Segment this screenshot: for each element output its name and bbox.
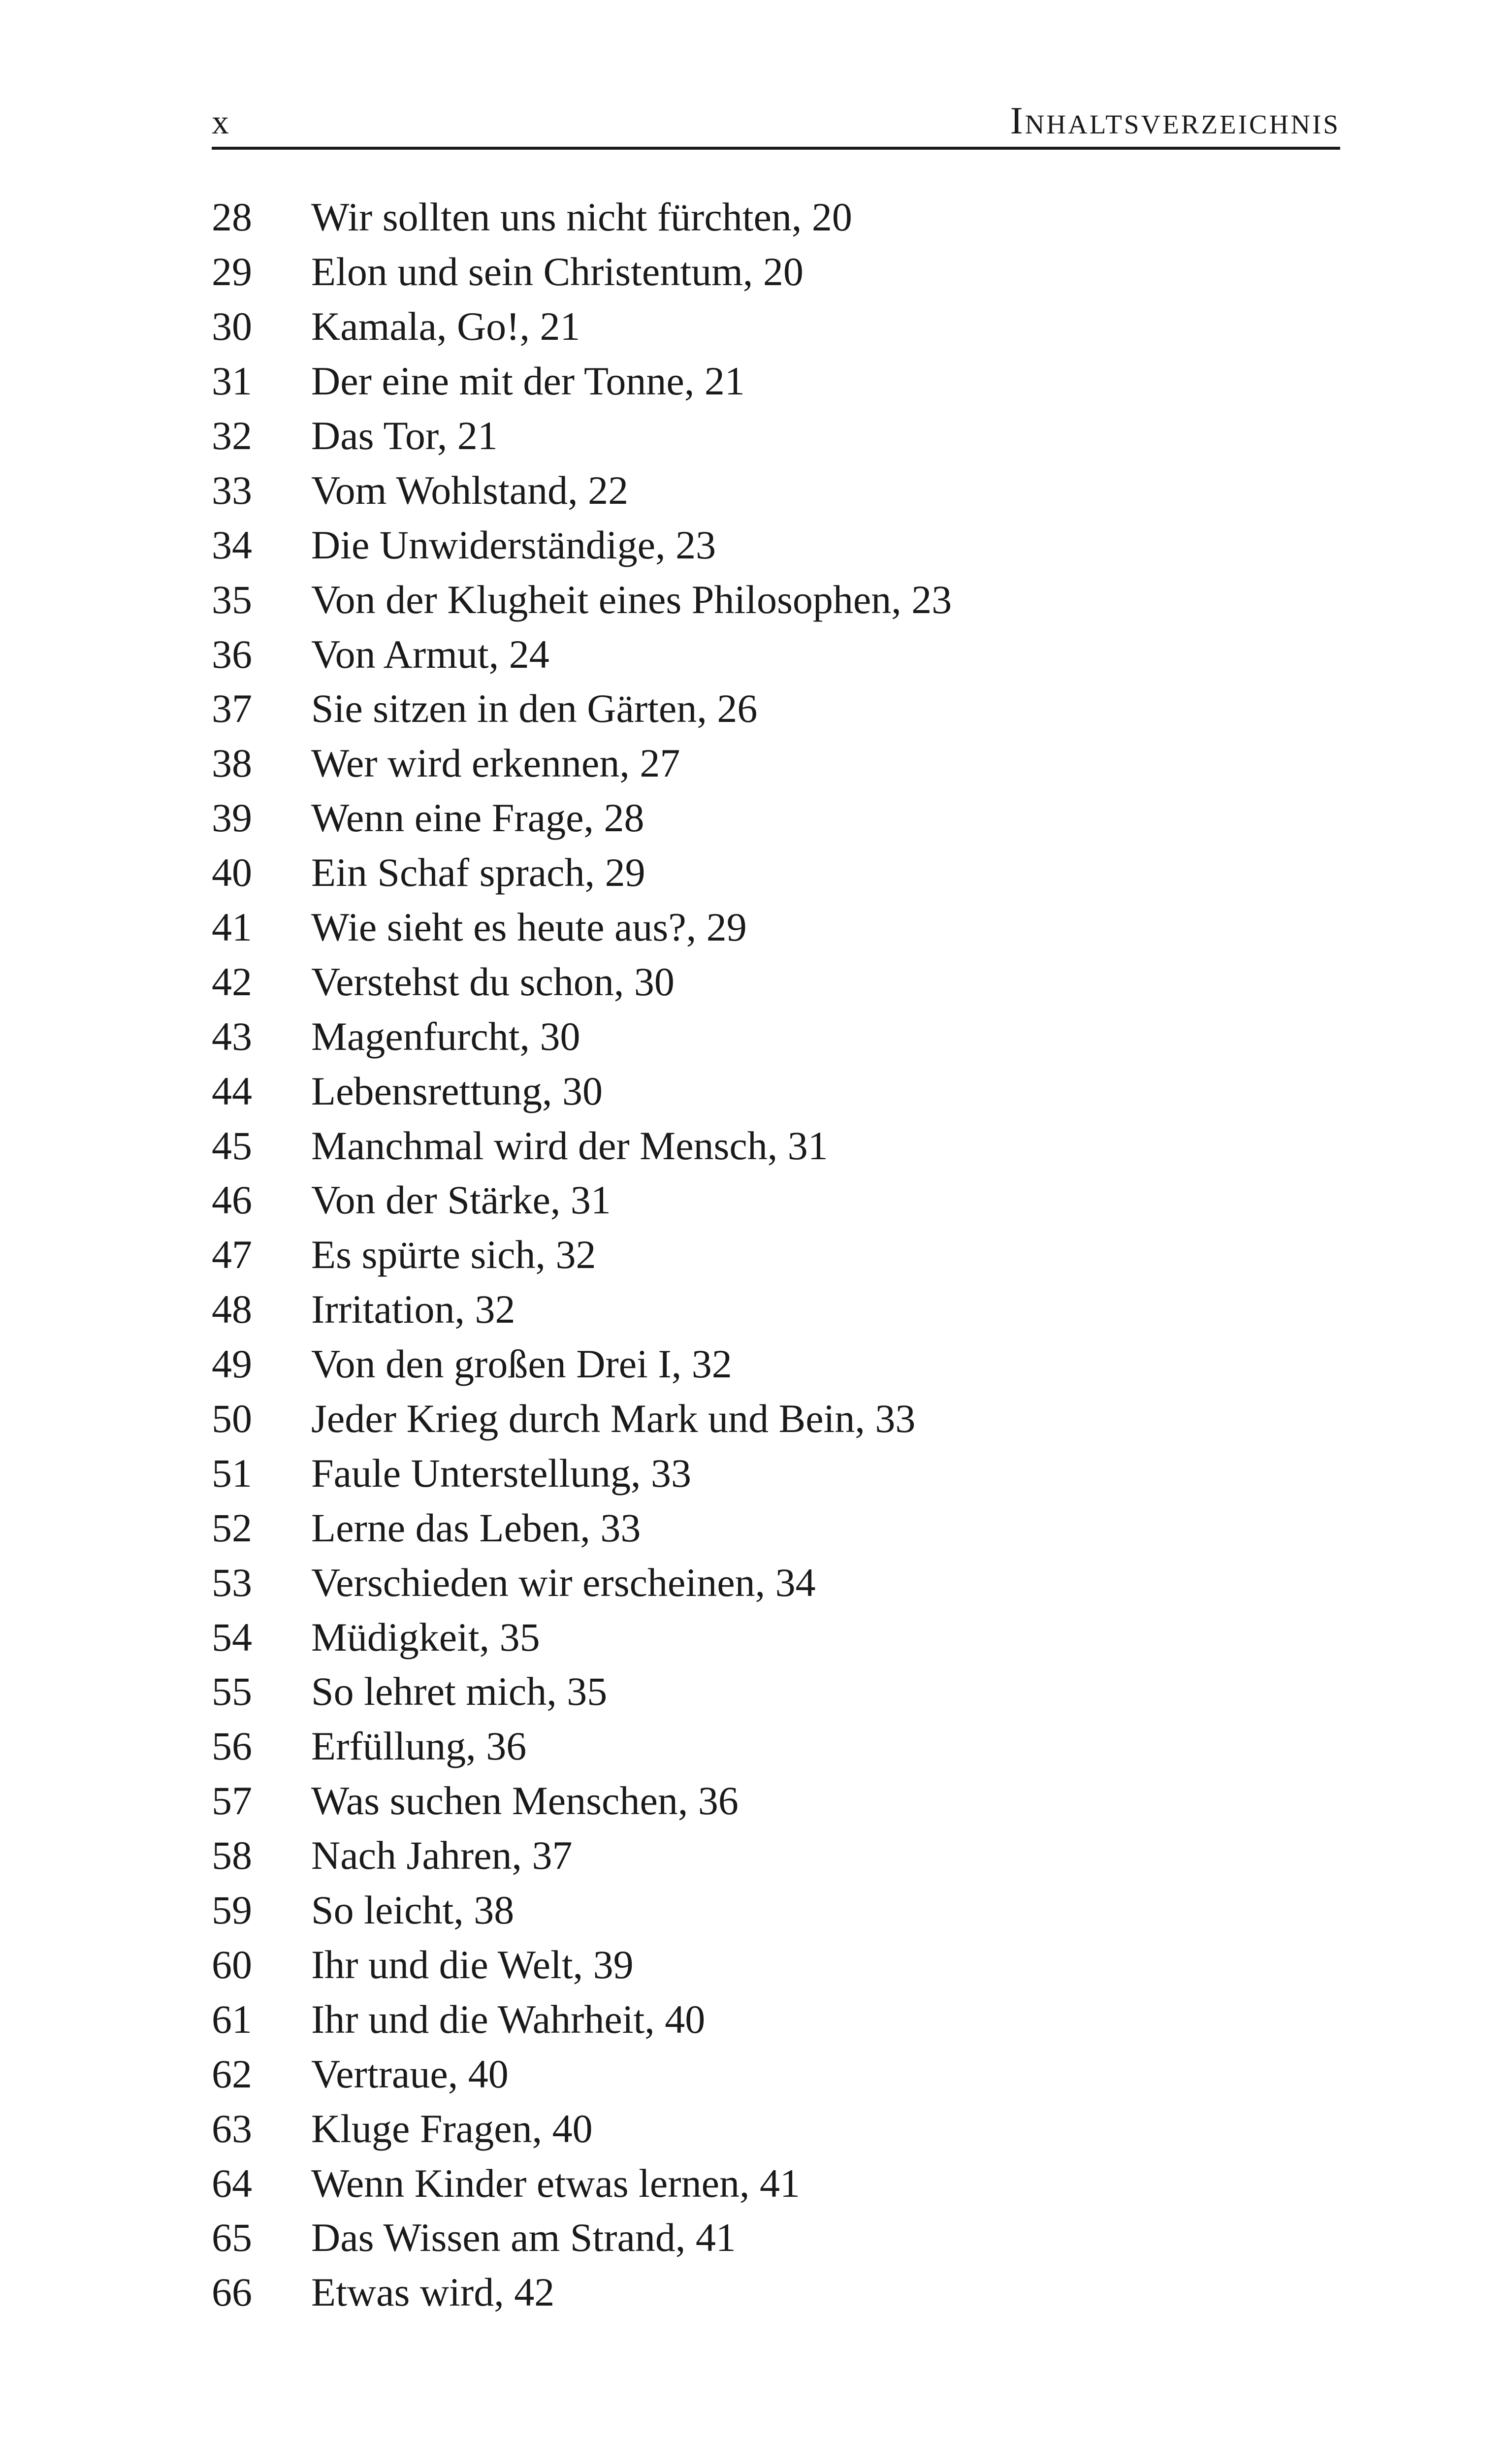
- toc-entry-title: Wir sollten uns nicht fürchten, 20: [311, 195, 852, 240]
- toc-entry-title: Was suchen Menschen, 36: [311, 1778, 739, 1824]
- toc-entry: [212, 518, 1340, 572]
- toc-entry-title: Von der Stärke, 31: [311, 1177, 611, 1223]
- toc-entry: [212, 736, 1340, 791]
- toc-entry-title: Vertraue, 40: [311, 2051, 509, 2096]
- toc-entry-title: So lehret mich, 35: [311, 1669, 608, 1714]
- toc-entry-title: Vom Wohlstand, 22: [311, 467, 629, 513]
- toc-entry-number: 44: [212, 1068, 252, 1113]
- toc-entry-number: 59: [212, 1888, 252, 1933]
- toc-entry-title: Etwas wird, 42: [311, 2270, 555, 2315]
- toc-entry-title: Kamala, Go!, 21: [311, 304, 580, 349]
- toc-entry: [212, 1118, 1340, 1173]
- toc-entry: [212, 190, 1340, 245]
- toc-entry: [212, 1392, 1340, 1446]
- toc-entry-title: Verstehst du schon, 30: [311, 959, 675, 1004]
- toc-entry-number: 32: [212, 413, 252, 458]
- toc-entry-number: 34: [212, 522, 252, 567]
- running-title: Inhaltsverzeichnis: [1010, 99, 1340, 142]
- toc-entry-title: Ein Schaf sprach, 29: [311, 850, 645, 895]
- toc-entry-number: 64: [212, 2160, 252, 2206]
- toc-entry-title: Die Unwiderständige, 23: [311, 522, 716, 567]
- toc-entry-title: Lebensrettung, 30: [311, 1068, 603, 1113]
- toc-entry-number: 33: [212, 467, 252, 513]
- toc-entry-number: 63: [212, 2106, 252, 2151]
- toc-entry-number: 47: [212, 1232, 252, 1277]
- toc-entry-number: 41: [212, 905, 252, 950]
- toc-entry: [212, 1555, 1340, 1610]
- toc-entry-number: 48: [212, 1287, 252, 1332]
- toc-entry-number: 60: [212, 1942, 252, 1987]
- toc-entry-title: So leicht, 38: [311, 1888, 515, 1933]
- toc-entry-title: Verschieden wir erscheinen, 34: [311, 1560, 816, 1605]
- toc-entry-title: Von den großen Drei I, 32: [311, 1341, 732, 1387]
- toc-entry: [212, 354, 1340, 409]
- toc-entry-number: 37: [212, 686, 252, 731]
- toc-entry: [212, 1282, 1340, 1337]
- toc-entry-number: 55: [212, 1669, 252, 1714]
- toc-entry-number: 62: [212, 2051, 252, 2096]
- toc-entry-title: Magenfurcht, 30: [311, 1013, 580, 1059]
- table-of-contents: [212, 190, 1340, 2320]
- toc-entry-number: 45: [212, 1123, 252, 1168]
- toc-entry-title: Ihr und die Wahrheit, 40: [311, 1996, 706, 2042]
- toc-entry: [212, 1664, 1340, 1719]
- toc-entry-number: 39: [212, 795, 252, 841]
- toc-entry: [212, 1992, 1340, 2047]
- toc-entry: [212, 2101, 1340, 2156]
- toc-entry: [212, 463, 1340, 518]
- page-number: x: [212, 103, 229, 141]
- toc-entry-number: 30: [212, 304, 252, 349]
- toc-entry-title: Müdigkeit, 35: [311, 1614, 540, 1660]
- toc-entry-number: 36: [212, 631, 252, 677]
- toc-entry-title: Wenn Kinder etwas lernen, 41: [311, 2160, 801, 2206]
- toc-entry-number: 40: [212, 850, 252, 895]
- toc-entry: [212, 1064, 1340, 1118]
- toc-entry-title: Irritation, 32: [311, 1287, 515, 1332]
- toc-entry: [212, 1500, 1340, 1555]
- toc-entry: [212, 1938, 1340, 1992]
- page-header: [212, 94, 1340, 150]
- toc-entry-title: Der eine mit der Tonne, 21: [311, 358, 745, 404]
- toc-entry-title: Von Armut, 24: [311, 631, 549, 677]
- toc-entry-number: 52: [212, 1505, 252, 1550]
- toc-entry-title: Elon und sein Christentum, 20: [311, 249, 804, 294]
- toc-entry-title: Das Wissen am Strand, 41: [311, 2215, 736, 2260]
- toc-entry-title: Ihr und die Welt, 39: [311, 1942, 634, 1987]
- toc-entry-title: Wer wird erkennen, 27: [311, 741, 680, 786]
- toc-entry-title: Das Tor, 21: [311, 413, 498, 458]
- toc-entry-number: 38: [212, 741, 252, 786]
- toc-entry-title: Lerne das Leben, 33: [311, 1505, 641, 1550]
- toc-entry-title: Erfüllung, 36: [311, 1724, 527, 1769]
- toc-entry-title: Wie sieht es heute aus?, 29: [311, 905, 747, 950]
- toc-entry-number: 61: [212, 1996, 252, 2042]
- toc-entry-title: Jeder Krieg durch Mark und Bein, 33: [311, 1396, 916, 1441]
- toc-entry-number: 54: [212, 1614, 252, 1660]
- toc-entry: [212, 1446, 1340, 1500]
- toc-entry-number: 53: [212, 1560, 252, 1605]
- toc-entry-title: Von der Klugheit eines Philosophen, 23: [311, 577, 952, 622]
- toc-entry: [212, 846, 1340, 900]
- toc-entry: [212, 682, 1340, 736]
- toc-entry: [212, 1337, 1340, 1392]
- toc-entry-number: 58: [212, 1833, 252, 1878]
- toc-entry-number: 50: [212, 1396, 252, 1441]
- toc-entry-number: 66: [212, 2270, 252, 2315]
- toc-entry-number: 56: [212, 1724, 252, 1769]
- toc-entry: [212, 1719, 1340, 1774]
- toc-entry-title: Faule Unterstellung, 33: [311, 1450, 692, 1496]
- toc-entry: [212, 1610, 1340, 1664]
- toc-entry-number: 46: [212, 1177, 252, 1223]
- toc-entry: [212, 1774, 1340, 1828]
- toc-entry-number: 35: [212, 577, 252, 622]
- toc-entry-title: Wenn eine Frage, 28: [311, 795, 644, 841]
- toc-entry: [212, 1883, 1340, 1938]
- toc-entry: [212, 1228, 1340, 1282]
- toc-entry-number: 31: [212, 358, 252, 404]
- toc-entry-number: 43: [212, 1013, 252, 1059]
- toc-entry-number: 57: [212, 1778, 252, 1824]
- toc-entry: [212, 299, 1340, 354]
- toc-entry-number: 42: [212, 959, 252, 1004]
- toc-entry: [212, 409, 1340, 463]
- toc-entry: [212, 900, 1340, 955]
- toc-entry: [212, 572, 1340, 627]
- toc-entry: [212, 2156, 1340, 2211]
- toc-entry: [212, 954, 1340, 1009]
- toc-entry: [212, 1828, 1340, 1883]
- toc-entry: [212, 2211, 1340, 2265]
- toc-entry-number: 65: [212, 2215, 252, 2260]
- toc-entry: [212, 1009, 1340, 1064]
- toc-entry-title: Kluge Fragen, 40: [311, 2106, 593, 2151]
- toc-entry-title: Sie sitzen in den Gärten, 26: [311, 686, 758, 731]
- toc-entry-number: 51: [212, 1450, 252, 1496]
- toc-entry: [212, 2265, 1340, 2320]
- toc-entry: [212, 627, 1340, 682]
- toc-entry-title: Manchmal wird der Mensch, 31: [311, 1123, 828, 1168]
- toc-entry-number: 49: [212, 1341, 252, 1387]
- toc-entry: [212, 791, 1340, 846]
- toc-entry: [212, 245, 1340, 299]
- toc-entry-number: 29: [212, 249, 252, 294]
- toc-entry-title: Nach Jahren, 37: [311, 1833, 573, 1878]
- toc-entry-number: 28: [212, 195, 252, 240]
- toc-entry: [212, 2047, 1340, 2101]
- toc-entry: [212, 1173, 1340, 1228]
- toc-entry-title: Es spürte sich, 32: [311, 1232, 596, 1277]
